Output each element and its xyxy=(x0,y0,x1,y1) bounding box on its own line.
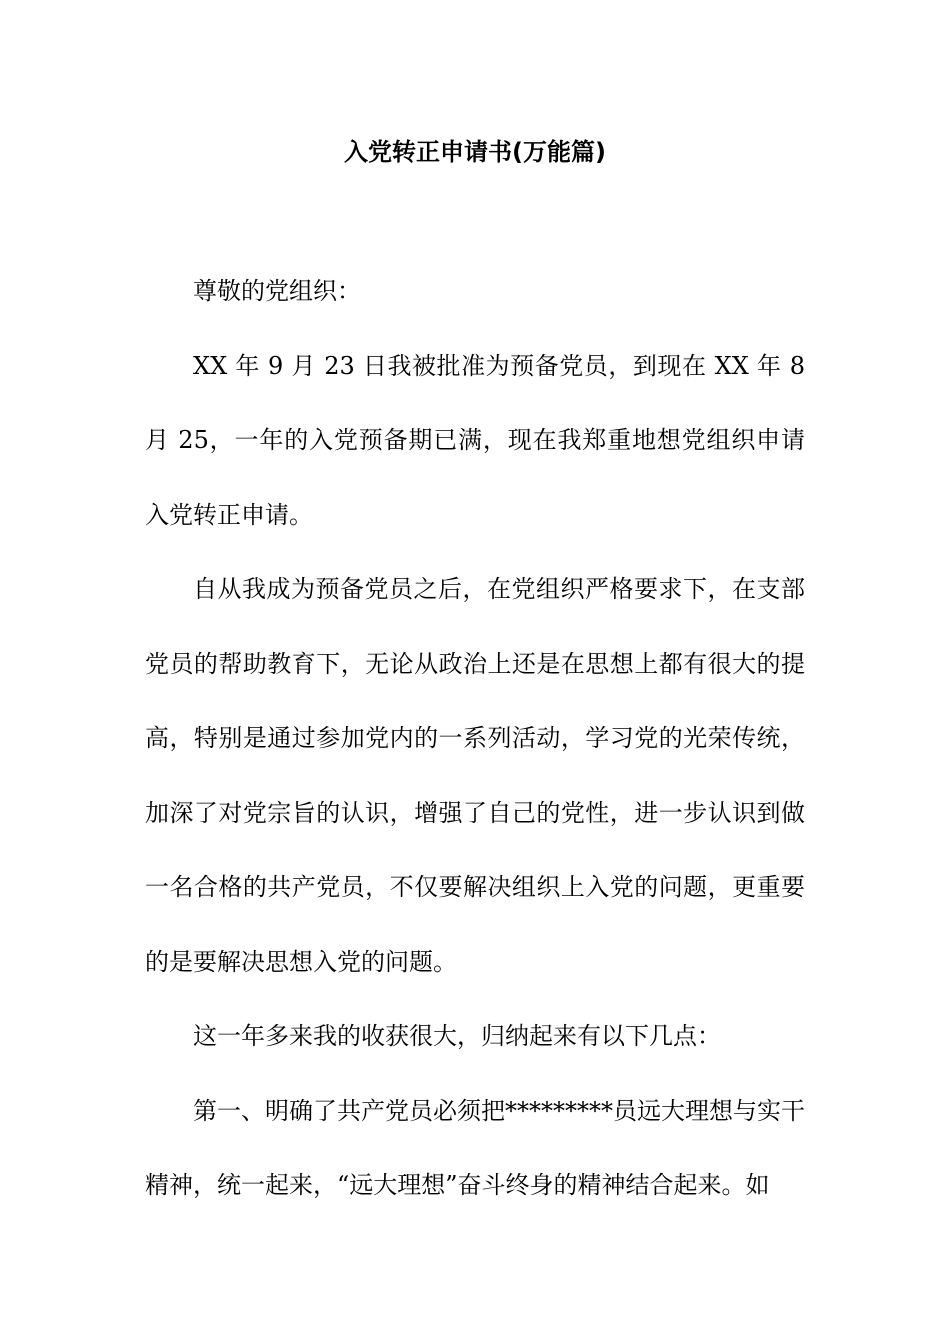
document-title: 入党转正申请书(万能篇) xyxy=(344,138,606,166)
document-body xyxy=(145,254,805,1223)
paragraph-2: 自从我成为预备党员之后，在党组织严格要求下，在支部党员的帮助教育下，无论从政治上还是在思想上都有很大的提高，特别是通过参加党内的一系列活动，学习党的光荣传统，加深了对党宗旨的认识，增强了自己的党性，进一步认识到做一名合格的共产党员，不仅要解决组织上入党的问题，更重要的是要解决思想入党的问题。 xyxy=(145,575,805,976)
paragraph-1: XX 年 9 月 23 日我被批准为预备党员，到现在 XX 年 8 月 25，一年的入党预备期已满，现在我郑重地想党组织申请入党转正申请。 xyxy=(145,351,805,529)
salutation: 尊敬的党组织： xyxy=(193,277,361,305)
paragraph-4: 第一、明确了共产党员必须把*********员远大理想与实干精神，统一起来，“远大理想”奋斗终身的精神结合起来。如 xyxy=(145,1096,805,1199)
paragraph-3: 这一年多来我的收获很大，归纳起来有以下几点： xyxy=(193,1022,721,1050)
